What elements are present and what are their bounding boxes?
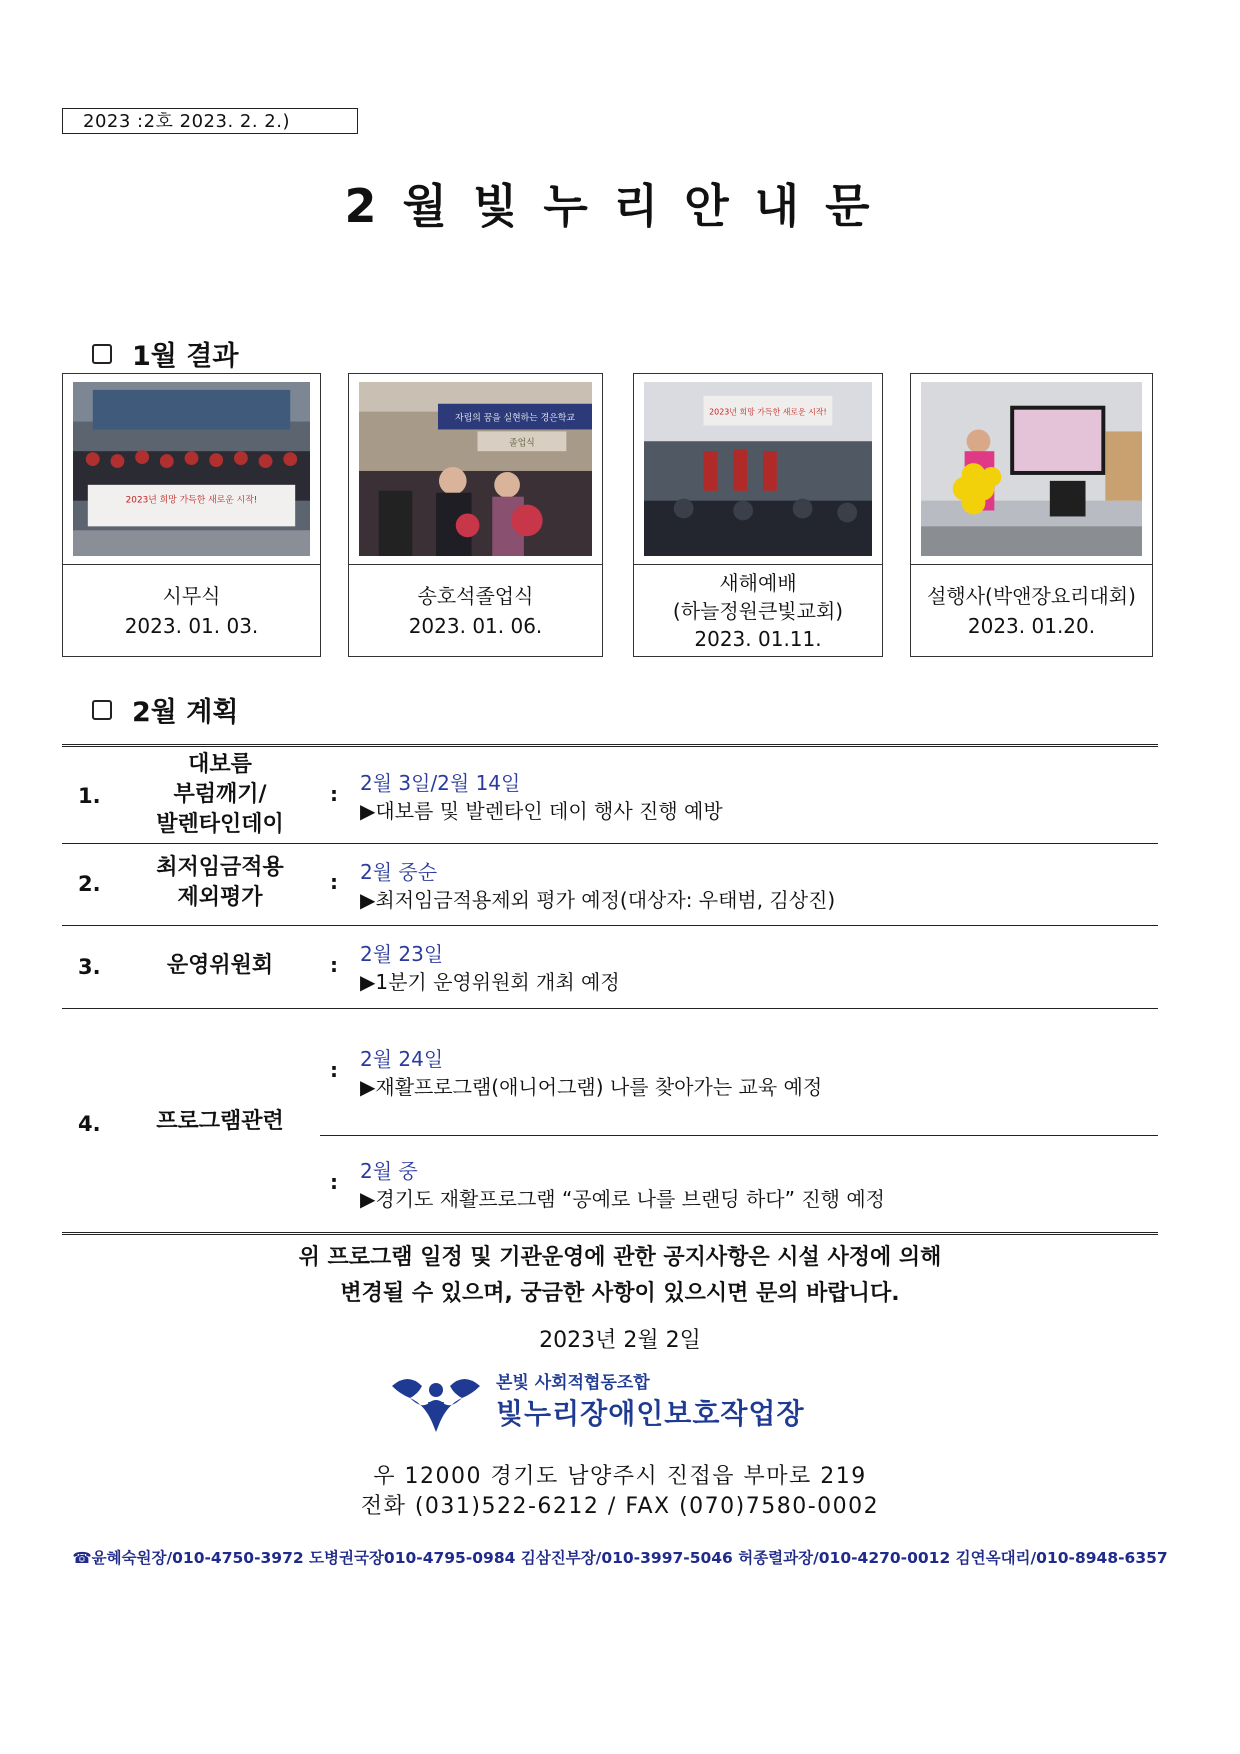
- event-name: 새해예배: [719, 570, 797, 595]
- event-date: 2023. 01.11.: [694, 626, 822, 651]
- event-name: 송호석졸업식: [417, 583, 534, 608]
- caption-cell-1: [62, 565, 321, 657]
- notice-line-1: 위 프로그램 일정 및 기관운영에 관한 공지사항은 시설 사정에 의해: [298, 1245, 942, 1270]
- organization-name: 빛누리장애인보호작업장: [496, 1397, 805, 1430]
- event-location: (하늘정원큰빛교회): [672, 598, 844, 623]
- photo-cell-4: [910, 373, 1153, 565]
- section-january-results-heading: [92, 334, 238, 373]
- section-title: 2월 계획: [132, 697, 239, 728]
- row-divider: [62, 925, 1158, 926]
- address-block: [0, 1462, 1240, 1522]
- event-name: 설행사(박앤장요리대회): [927, 583, 1136, 608]
- photo-cell-1: [62, 373, 321, 565]
- plan-date: 2월 23일: [360, 942, 444, 966]
- caption-cell-2: [348, 565, 603, 657]
- plan-description: ▶1분기 운영위원회 개최 예정: [360, 970, 620, 994]
- banner-text-3: 2023년 희망 가득한 새로운 시작!: [709, 407, 827, 417]
- plan-colon: :: [330, 953, 338, 977]
- photo-lunar-new-year-event: [921, 382, 1142, 556]
- banner-text-2b: 졸업식: [509, 438, 535, 449]
- photo-new-year-worship: [644, 382, 872, 556]
- checkbox-icon: [92, 344, 112, 364]
- plan-name: 대보름 부럼깨기/ 발렌타인데이: [156, 752, 284, 837]
- row-divider: [62, 1008, 1158, 1009]
- checkbox-icon: [92, 700, 112, 720]
- plan-number: 4.: [78, 1112, 101, 1136]
- plan-colon: :: [330, 1170, 338, 1194]
- document-title: 2월빛누리안내문: [344, 179, 896, 233]
- plan-description: ▶대보름 및 발렌타인 데이 행사 진행 예방: [360, 799, 723, 823]
- organization-logo: [388, 1368, 848, 1436]
- section-title: 1월 결과: [132, 341, 239, 372]
- caption-cell-4: [910, 565, 1153, 657]
- plan-number: 1.: [78, 784, 101, 808]
- sub-row-divider: [320, 1135, 1158, 1136]
- event-date: 2023. 01. 03.: [124, 613, 259, 638]
- table-top-rule: [62, 744, 1158, 747]
- plan-description: ▶재활프로그램(애니어그램) 나를 찾아가는 교육 예정: [360, 1075, 823, 1099]
- plan-date: 2월 중: [360, 1159, 418, 1183]
- photo-cell-3: [633, 373, 883, 565]
- plan-number: 3.: [78, 955, 101, 979]
- plan-number: 2.: [78, 872, 101, 896]
- organization-parent: 본빛 사회적협동조합: [496, 1373, 650, 1393]
- heart-people-logo-icon: [388, 1372, 484, 1434]
- photo-cell-2: [348, 373, 603, 565]
- caption-cell-3: [633, 565, 883, 657]
- plan-description: ▶최저임금적용제외 평가 예정(대상자: 우태범, 김상진): [360, 888, 836, 912]
- event-name: 시무식: [162, 583, 221, 608]
- postal-address: 우 12000 경기도 남양주시 진접읍 부마로 219: [373, 1464, 867, 1489]
- event-date: 2023. 01. 06.: [408, 613, 543, 638]
- plan-date: 2월 중순: [360, 860, 438, 884]
- table-bottom-rule: [62, 1232, 1158, 1235]
- plan-name: 최저임금적용 제외평가: [156, 855, 284, 910]
- event-date: 2023. 01.20.: [967, 613, 1096, 638]
- plan-name: 운영위원회: [166, 953, 274, 978]
- plan-colon: :: [330, 782, 338, 806]
- plan-colon: :: [330, 1058, 338, 1082]
- banner-text-2: 자립의 꿈을 실현하는 경은학교: [455, 413, 575, 424]
- phone-fax: 전화 (031)522-6212 / FAX (070)7580-0002: [360, 1494, 880, 1519]
- plan-description: ▶경기도 재활프로그램 “공예로 나를 브랜딩 하다” 진행 예정: [360, 1187, 885, 1211]
- notice-text: [0, 1240, 1240, 1312]
- plan-date: 2월 3일/2월 14일: [360, 771, 521, 795]
- plan-colon: :: [330, 870, 338, 894]
- photo-new-year-ceremony: [73, 382, 310, 556]
- document-date: 2023년 2월 2일: [539, 1328, 701, 1353]
- plan-name: 프로그램관련: [156, 1109, 284, 1134]
- row-divider: [62, 843, 1158, 844]
- plan-date: 2월 24일: [360, 1047, 444, 1071]
- photo-graduation: [359, 382, 592, 556]
- issue-number-box: 2023 :2호 2023. 2. 2.): [62, 108, 358, 134]
- section-february-plan-heading: [92, 690, 238, 729]
- banner-text-1: 2023년 희망 가득한 새로운 시작!: [125, 495, 258, 506]
- staff-contacts: ☎윤혜숙원장/010-4750-3972 도병권국장010-4795-0984 김삼진부장/010-3997-5046 허종렬과장/010-4270-0012 김연옥대리/010-8948-6357: [72, 1549, 1168, 1567]
- notice-line-2: 변경될 수 있으며, 궁금한 사항이 있으시면 문의 바랍니다.: [340, 1281, 900, 1306]
